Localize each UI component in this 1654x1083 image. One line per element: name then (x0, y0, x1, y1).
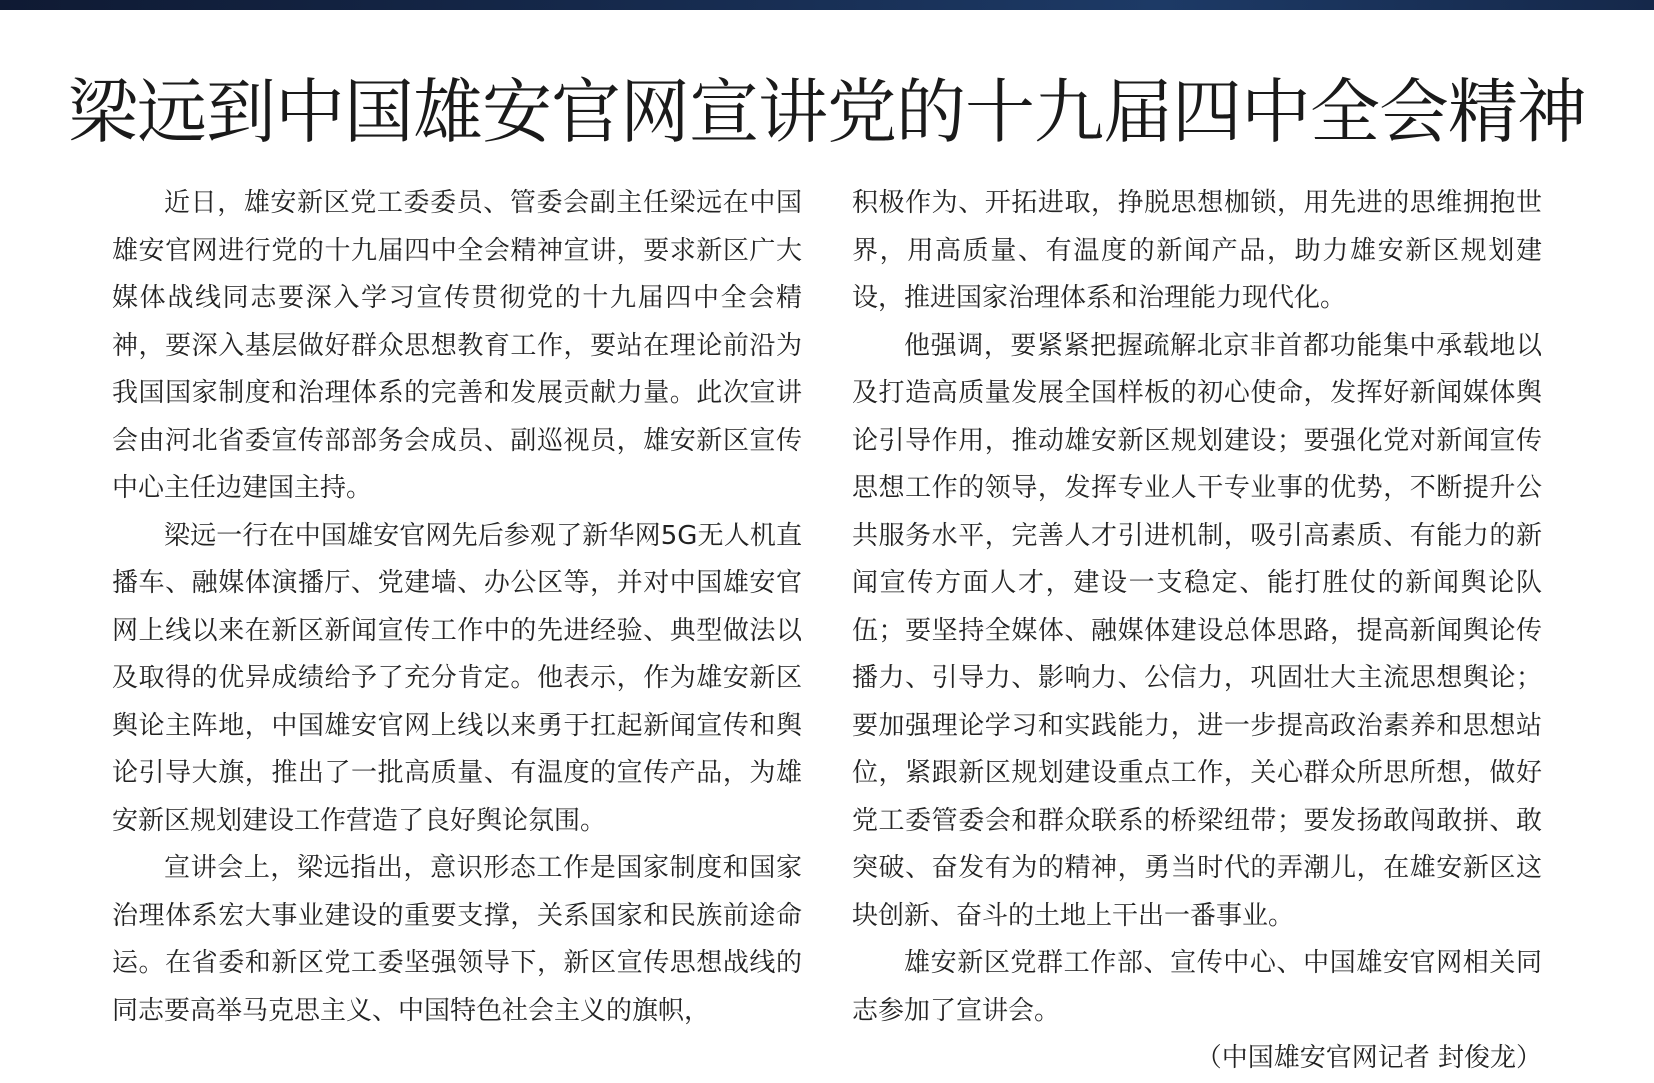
top-banner-bar (0, 0, 1654, 10)
article-paragraph: 他强调，要紧紧把握疏解北京非首都功能集中承载地以及打造高质量发展全国样板的初心使命，发挥好新闻媒体舆论引导作用，推动雄安新区规划建设；要强化党对新闻宣传思想工作的领导，发挥专业人干专业事的优势，不断提升公共服务水平，完善人才引进机制，吸引高素质、有能力的新闻宣传方面人才，建设一支稳定、能打胜仗的新闻舆论队伍；要坚持全媒体、融媒体建设总体思路，提高新闻舆论传播力、引导力、影响力、公信力，巩固壮大主流思想舆论；要加强理论学习和实践能力，进一步提高政治素养和思想站位，紧跟新区规划建设重点工作，关心群众所思所想，做好党工委管委会和群众联系的桥梁纽带；要发扬敢闯敢拼、敢突破、奋发有为的精神，勇当时代的弄潮儿，在雄安新区这块创新、奋斗的土地上干出一番事业。 (852, 330, 1542, 931)
article-credit-line (852, 1035, 1542, 1083)
article-paragraph: 梁远一行在中国雄安官网先后参观了新华网5G无人机直播车、融媒体演播厅、党建墙、办公区等，并对中国雄安官网上线以来在新区新闻宣传工作中的先进经验、典型做法以及取得的优异成绩给予了充分肯定。他表示，作为雄安新区舆论主阵地，中国雄安官网上线以来勇于扛起新闻宣传和舆论引导大旗，推出了一批高质量、有温度的宣传产品，为雄安新区规划建设工作营造了良好舆论氛围。 (112, 520, 802, 836)
article-credit: （中国雄安官网记者 封俊龙） (1195, 1043, 1542, 1073)
article-column-right (852, 180, 1542, 1073)
article-paragraph: 雄安新区党群工作部、宣传中心、中国雄安官网相关同志参加了宣讲会。 (852, 948, 1542, 1026)
article-paragraph: 宣讲会上，梁远指出，意识形态工作是国家制度和国家治理体系宏大事业建设的重要支撑，关系国家和民族前途命运。在省委和新区党工委坚强领导下，新区宣传思想战线的同志要高举马克思主义、中国特色社会主义的旗帜， (112, 853, 802, 1026)
article-body (112, 180, 1542, 1073)
article-paragraph: 近日，雄安新区党工委委员、管委会副主任梁远在中国雄安官网进行党的十九届四中全会精神宣讲，要求新区广大媒体战线同志要深入学习宣传贯彻党的十九届四中全会精神，要深入基层做好群众思想教育工作，要站在理论前沿为我国国家制度和治理体系的完善和发展贡献力量。此次宣讲会由河北省委宣传部部务会成员、副巡视员，雄安新区宣传中心主任边建国主持。 (112, 188, 802, 503)
article-column-left (112, 180, 802, 1040)
article-title: 梁远到中国雄安官网宣讲党的十九届四中全会精神 (68, 71, 1586, 153)
article-paragraph-continued: 积极作为、开拓进取，挣脱思想枷锁，用先进的思维拥抱世界，用高质量、有温度的新闻产品，助力雄安新区规划建设，推进国家治理体系和治理能力现代化。 (852, 188, 1542, 313)
